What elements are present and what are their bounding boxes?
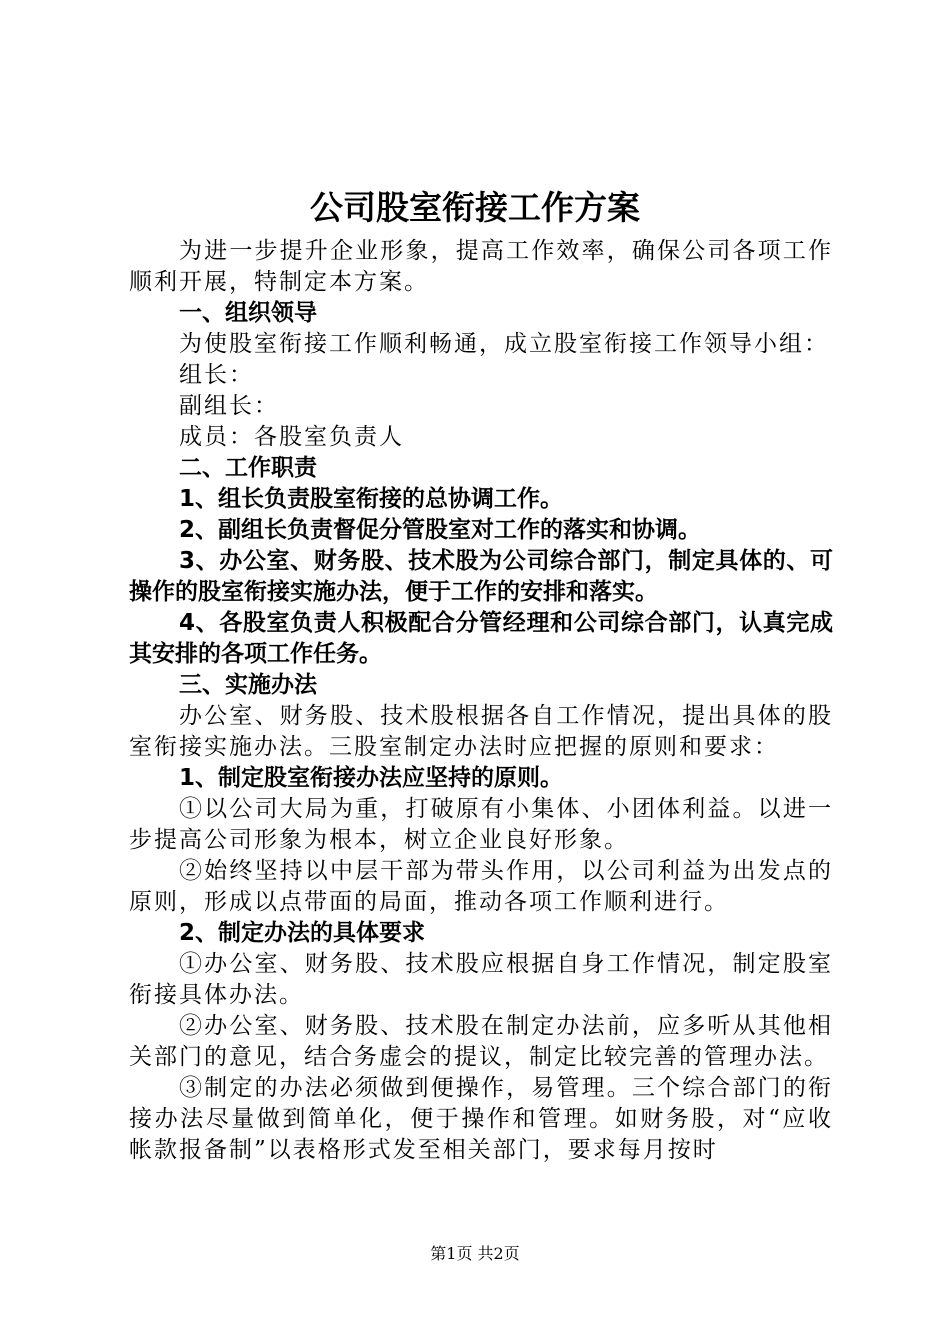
page-number-footer: 第1页 共2页 <box>430 1244 520 1263</box>
requirement-item: ①办公室、财务股、技术股应根据自身工作情况，制定股室衔接具体办法。 <box>129 951 833 1008</box>
requirement-item: ②办公室、财务股、技术股在制定办法前，应多听从其他相关部门的意见，结合务虚会的提议，制定比较完善的管理办法。 <box>129 1013 833 1070</box>
duty-item: 2、副组长负责督促分管股室对工作的落实和协调。 <box>179 517 702 543</box>
subheading-principles: 1、制定股室衔接办法应坚持的原则。 <box>179 765 564 791</box>
duty-item: 4、各股室负责人积极配合分管经理和公司综合部门，认真完成其安排的各项工作任务。 <box>129 610 833 667</box>
paragraph-deputy-leader: 副组长： <box>179 393 279 419</box>
subheading-requirements: 2、制定办法的具体要求 <box>179 920 426 946</box>
paragraph-members: 成员：各股室负责人 <box>179 424 404 450</box>
paragraph-group-leader: 组长： <box>179 362 254 388</box>
section-heading-implementation: 三、实施办法 <box>179 672 317 698</box>
paragraph-leading-group: 为使股室衔接工作顺利畅通，成立股室衔接工作领导小组： <box>179 331 829 357</box>
duty-item: 1、组长负责股室衔接的总协调工作。 <box>179 486 564 512</box>
section-heading-duties: 二、工作职责 <box>179 455 317 481</box>
document-title: 公司股室衔接工作方案 <box>310 188 640 227</box>
intro-paragraph: 为进一步提升企业形象，提高工作效率，确保公司各项工作顺利开展，特制定本方案。 <box>129 238 833 295</box>
document-body <box>129 236 833 1166</box>
duty-item: 3、办公室、财务股、技术股为公司综合部门，制定具体的、可操作的股室衔接实施办法，便于工作的安排和落实。 <box>129 548 833 605</box>
paragraph-implementation: 办公室、财务股、技术股根据各自工作情况，提出具体的股室衔接实施办法。三股室制定办法时应把握的原则和要求： <box>129 703 833 760</box>
principle-item: ①以公司大局为重，打破原有小集体、小团体利益。以进一步提高公司形象为根本，树立企业良好形象。 <box>129 796 833 853</box>
section-heading-organization: 一、组织领导 <box>179 300 317 326</box>
principle-item: ②始终坚持以中层干部为带头作用，以公司利益为出发点的原则，形成以点带面的局面，推动各项工作顺利进行。 <box>129 858 833 915</box>
requirement-item: ③制定的办法必须做到便操作，易管理。三个综合部门的衔接办法尽量做到简单化，便于操作和管理。如财务股，对“应收帐款报备制”以表格形式发至相关部门，要求每月按时 <box>129 1075 833 1163</box>
